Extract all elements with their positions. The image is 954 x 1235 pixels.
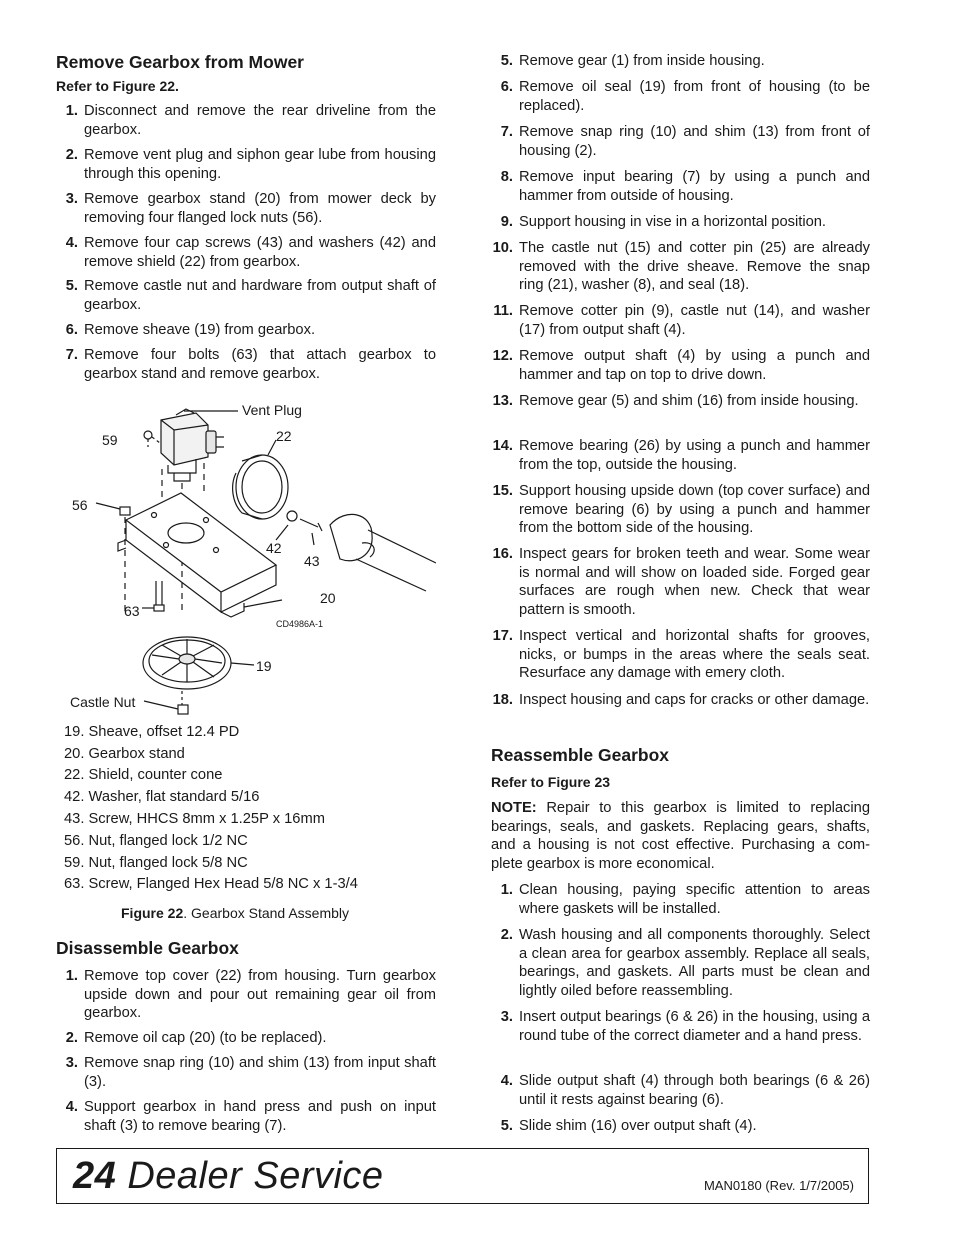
label-castle-nut: Castle Nut [70, 694, 136, 710]
legend-item: 56. Nut, flanged lock 1/2 NC [64, 833, 248, 849]
gearbox-stand-assembly-drawing [56, 395, 436, 725]
list-item: 17. Inspect vertical and horizontal shafts for grooves, nicks, or bumps in the areas where the seals seat. Resurface any damage with emery cloth. [492, 628, 870, 682]
list-item: 6. Remove oil seal (19) from front of housing (to be replaced). [500, 79, 870, 114]
figure-code: CD4986A-1 [276, 619, 324, 629]
list-item: 7. Remove four bolts (63) that attach gearbox to gearbox stand and remove gearbox. [65, 347, 436, 382]
reassemble-refer-note: Refer to Figure 23 [491, 774, 611, 790]
list-item: 10. The castle nut (15) and cotter pin (25) are already removed with the drive sheave. Remove the snap ring (21), washer (8), and seal (18). [492, 240, 870, 294]
list-item: 8. Remove input bearing (7) by using a punch and hammer from outside of housing. [500, 169, 870, 204]
list-item: 9. Support housing in vise in a horizontal position. [500, 214, 826, 230]
remove-refer-note: Refer to Figure 22. [56, 78, 179, 94]
list-item: 14. Remove bearing (26) by using a punch and hammer from the top, outside the housing. [492, 438, 870, 473]
legend-item: 59. Nut, flanged lock 5/8 NC [64, 855, 248, 871]
list-item: 18. Inspect housing and caps for cracks or other damage. [492, 692, 870, 708]
list-item: 2. Remove vent plug and siphon gear lube from housing through this opening. [65, 147, 436, 182]
legend-item: 20. Gearbox stand [64, 746, 185, 762]
label-63: 63 [124, 603, 140, 619]
list-item: 5. Remove castle nut and hardware from output shaft of gearbox. [65, 278, 436, 313]
legend-item: 43. Screw, HHCS 8mm x 1.25P x 16mm [64, 811, 325, 827]
list-item: 3. Insert output bearings (6 & 26) in the housing, using a round tube of the correct diameter and a hand press. [500, 1009, 870, 1044]
list-item: 4. Remove four cap screws (43) and washers (42) and remove shield (22) from gearbox. [65, 235, 436, 270]
figure-caption: Figure 22. Gearbox Stand Assembly [121, 905, 350, 921]
label-22: 22 [276, 428, 292, 444]
label-59: 59 [102, 432, 118, 448]
remove-gearbox-heading: Remove Gearbox from Mower [56, 52, 304, 72]
disassemble-gearbox-heading: Disassemble Gearbox [56, 938, 239, 958]
list-item: 5. Remove gear (1) from inside housing. [500, 53, 765, 69]
page-number: 24 [73, 1155, 117, 1197]
page-footer [56, 1148, 869, 1204]
label-43: 43 [304, 553, 320, 569]
legend-item: 63. Screw, Flanged Hex Head 5/8 NC x 1-3/4 [64, 876, 358, 892]
section-title: Dealer Service [127, 1155, 384, 1197]
label-vent-plug: Vent Plug [242, 402, 302, 418]
legend-item: 19. Sheave, offset 12.4 PD [64, 724, 240, 740]
list-item: 12. Remove output shaft (4) by using a punch and hammer and tap on top to drive down. [492, 348, 870, 383]
list-item: 1. Disconnect and remove the rear driveline from the gearbox. [65, 103, 436, 138]
list-item: 13. Remove gear (5) and shim (16) from inside housing. [492, 393, 859, 409]
list-item: 5. Slide shim (16) over output shaft (4). [500, 1118, 757, 1134]
list-item: 15. Support housing upside down (top cover surface) and remove bearing (6) by using a punch and hammer from the bottom side of the housing. [492, 483, 870, 537]
document-code: MAN0180 (Rev. 1/7/2005) [703, 1178, 854, 1193]
list-item: 4. Support gearbox in hand press and push on input shaft (3) to remove bearing (7). [65, 1099, 436, 1134]
list-item: 16. Inspect gears for broken teeth and wear. Some wear is normal and will show on loaded side. Forged gear surfaces are rough when new. Check that wear pattern is smooth. [492, 546, 870, 619]
footer-title [73, 1155, 384, 1198]
list-item: 2. Wash housing and all components thoroughly. Select a clean area for gearbox assembly. Replace all seals, bearings, and gaskets. All parts must be clean and lightly oiled before reassembling. [500, 927, 870, 1000]
legend-item: 22. Shield, counter cone [64, 767, 223, 783]
list-item: 7. Remove snap ring (10) and shim (13) from front of housing (2). [500, 124, 870, 159]
list-item: 1. Clean housing, paying specific attention to areas where gaskets will be installed. [500, 882, 870, 917]
label-19: 19 [256, 658, 272, 674]
legend-item: 42. Washer, flat standard 5/16 [64, 789, 260, 805]
label-56: 56 [72, 497, 88, 513]
list-item: 11. Remove cotter pin (9), castle nut (14), and washer (17) from output shaft (4). [493, 303, 870, 338]
list-item: 1. Remove top cover (22) from housing. Turn gearbox upside down and pour out remaining gear oil from gearbox. [65, 968, 436, 1022]
label-20: 20 [320, 590, 336, 606]
list-item: 6. Remove sheave (19) from gearbox. [65, 322, 316, 338]
gearbox-stand-diagram [56, 395, 436, 725]
list-item: 3. Remove snap ring (10) and shim (13) from input shaft (3). [65, 1055, 436, 1090]
reassemble-gearbox-heading: Reassemble Gearbox [491, 745, 670, 765]
list-item: 4. Slide output shaft (4) through both bearings (6 & 26) until it rests against bearing (6). [500, 1073, 870, 1108]
list-item: 3. Remove gearbox stand (20) from mower deck by removing four flanged lock nuts (56). [65, 191, 436, 226]
list-item: 2. Remove oil cap (20) (to be replaced). [65, 1030, 327, 1046]
repair-note: NOTE: Repair to this gearbox is limited to replacing bearings, seals, and gaskets. Replacing gears, shafts, and a housing is not cost effective. Purchasing a com-plete gearbox is more economical. [491, 800, 870, 873]
label-42: 42 [266, 540, 282, 556]
